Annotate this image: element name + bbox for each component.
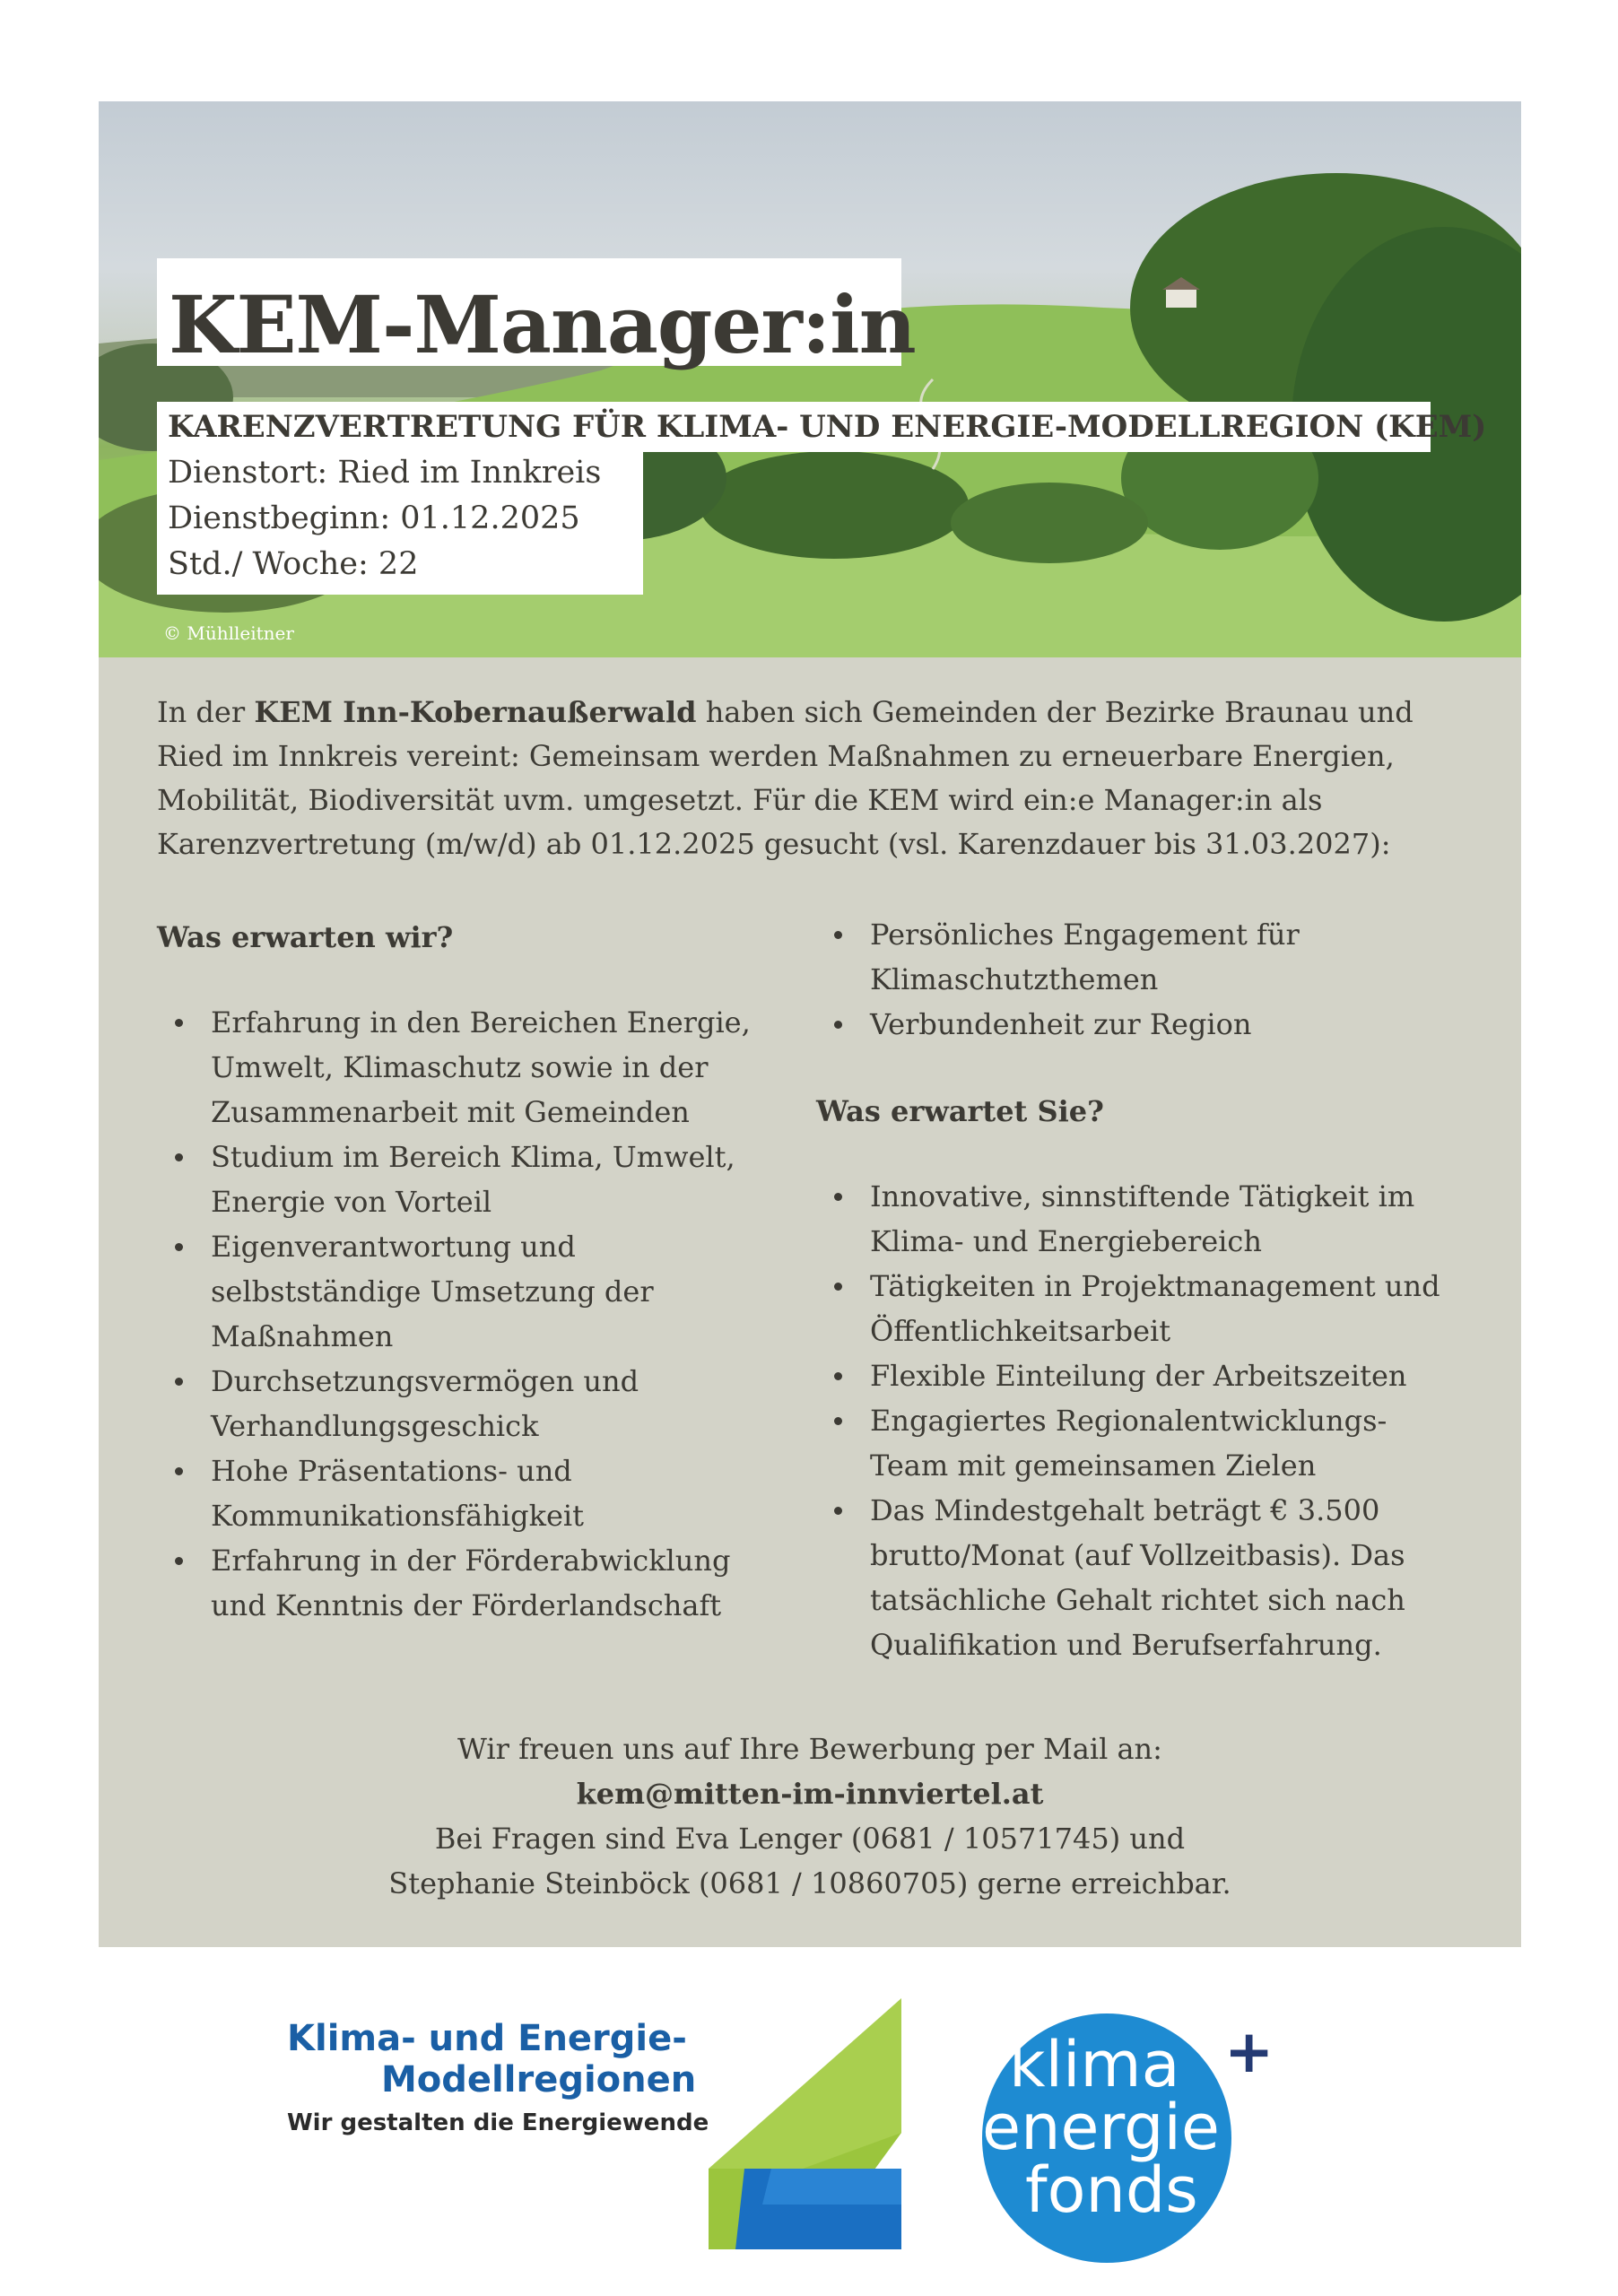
list-item: Erfahrung in den Bereichen Energie, Umwelt, Klimaschutz sowie in der Zusammenarbeit mit Gemeinden [157, 1000, 767, 1135]
list-item: Studium im Bereich Klima, Umwelt, Energie von Vorteil [157, 1135, 767, 1224]
list-item: Flexible Einteilung der Arbeitszeiten [816, 1353, 1444, 1398]
list-item: Durchsetzungsvermögen und Verhandlungsgeschick [157, 1359, 767, 1448]
requirements-list [157, 1000, 767, 1628]
contact-section [99, 1726, 1521, 1906]
requirements-column [157, 915, 767, 1628]
requirements-list-continued [816, 912, 1444, 1047]
list-item: Erfahrung in der Förderabwicklung und Kenntnis der Förderlandschaft [157, 1538, 767, 1628]
list-item: Persönliches Engagement für Klimaschutzthemen [816, 912, 1444, 1002]
kem-logo-text [287, 2018, 709, 2145]
offer-column [816, 912, 1444, 1667]
requirements-heading: Was erwarten wir? [157, 920, 454, 954]
list-item: Eigenverantwortung und selbstständige Umsetzung der Maßnahmen [157, 1224, 767, 1359]
photo-credit: © Mühlleitner [163, 622, 294, 644]
offer-list [816, 1174, 1444, 1667]
page-title: KEM-Manager:in [169, 278, 916, 371]
detail-location: Dienstort: Ried im Innkreis [168, 455, 602, 491]
job-details [168, 450, 601, 587]
intro-text: haben sich Gemeinden der Bezirke Braunau und Ried im Innkreis vereint: Gemeinsam werden Maßnahmen zu erneuerbare Energien, Mobilität, Biodiversität uvm. umgesetzt. Für die KEM wird ein:e Manager:in als Karenzvertretung (m/w/d) ab 01.12.2025 gesucht (vsl. Karenzdauer bis 31.03.2027): [157, 695, 1414, 861]
offer-heading: Was erwartet Sie? [816, 1094, 1104, 1128]
list-item: Innovative, sinnstiftende Tätigkeit im Klima- und Energiebereich [816, 1174, 1444, 1264]
list-item: Hohe Präsentations- und Kommunikationsfähigkeit [157, 1448, 767, 1538]
contact-email-link[interactable]: kem@mitten-im-innviertel.at [576, 1777, 1044, 1811]
detail-hours: Std./ Woche: 22 [168, 546, 419, 582]
klima-energie-fonds-logo [982, 2013, 1287, 2265]
kem-logo-line1: Klima- und Energie- [287, 2018, 687, 2059]
fund-logo-word-energie: energie [982, 2091, 1220, 2164]
contact-persons: Stephanie Steinböck (0681 / 10860705) gerne erreichbar. [388, 1866, 1231, 1900]
list-item: Engagiertes Regionalentwicklungs-Team mit gemeinsamen Zielen [816, 1398, 1444, 1488]
list-item: Das Mindestgehalt beträgt € 3.500 brutto/Monat (auf Vollzeitbasis). Das tatsächliche Gehalt richtet sich nach Qualifikation und Berufserfahrung. [816, 1488, 1444, 1667]
fund-logo-word-klima: klima [1009, 2028, 1180, 2101]
intro-prefix: In der [157, 695, 255, 729]
intro-paragraph [157, 691, 1457, 866]
contact-questions: Bei Fragen sind Eva Lenger (0681 / 10571745) und [434, 1822, 1186, 1856]
detail-start-date: Dienstbeginn: 01.12.2025 [168, 500, 580, 536]
fund-logo-word-fonds: fonds [1025, 2153, 1198, 2227]
list-item: Tätigkeiten in Projektmanagement und Öffentlichkeitsarbeit [816, 1264, 1444, 1353]
kem-logo-icon [709, 1998, 906, 2249]
contact-intro: Wir freuen uns auf Ihre Bewerbung per Mail an: [457, 1732, 1162, 1766]
page-subtitle: KARENZVERTRETUNG FÜR KLIMA- UND ENERGIE-MODELLREGION (KEM) [168, 409, 1487, 445]
intro-region-name: KEM Inn-Kobernaußerwald [254, 695, 697, 729]
list-item: Verbundenheit zur Region [816, 1002, 1444, 1047]
kem-logo-tagline: Wir gestalten die Energiewende [287, 2109, 709, 2136]
plus-icon: + [1224, 2017, 1274, 2086]
kem-logo-line2: Modellregionen [381, 2059, 697, 2100]
